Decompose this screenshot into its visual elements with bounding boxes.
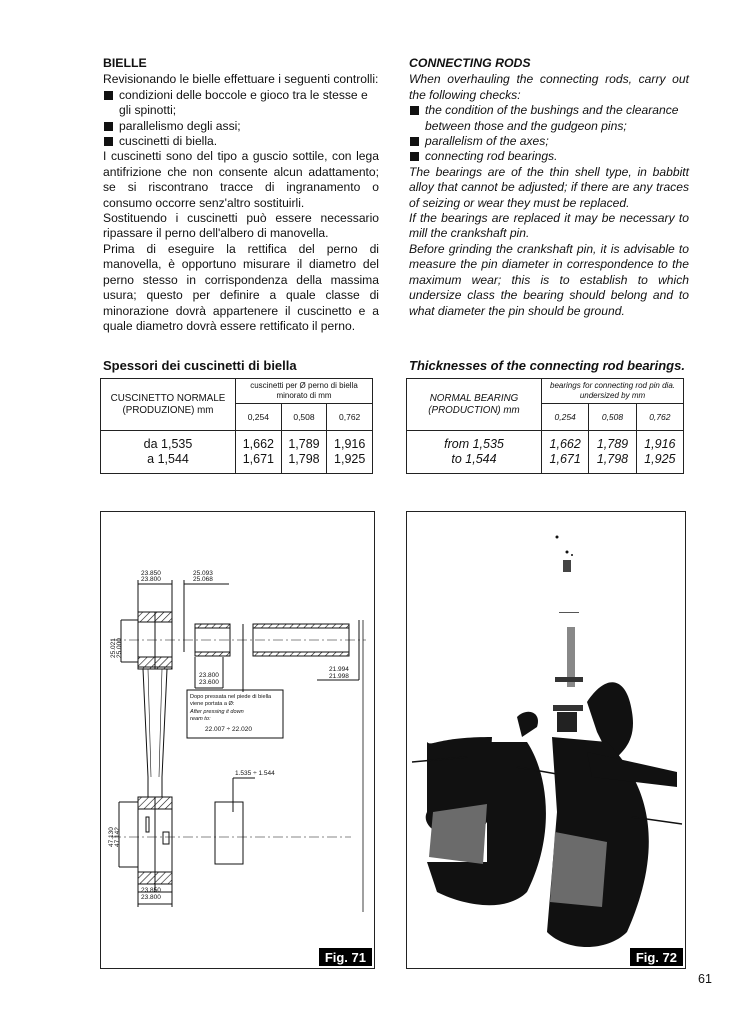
connecting-rod-drawing bbox=[101, 512, 374, 968]
bullet-square-icon bbox=[410, 152, 419, 161]
dim-bush-length-max: 23.800 bbox=[199, 672, 219, 679]
english-paragraph: The bearings are of the thin shell type, in babbitt alloy that cannot be adjusted; if there are any traces of seizing or wear they must be replaced. bbox=[409, 164, 689, 210]
figure-72-label: Fig. 72 bbox=[630, 948, 683, 966]
bullet-square-icon bbox=[410, 106, 419, 115]
italian-paragraph: I cuscinetti sono del tipo a guscio sottile, con lega antifrizione che non consente alcun adattamento; se si riscontrano tracce di ingranamento o consumo occorre senz'altro sostituirli. bbox=[103, 149, 379, 210]
dim-small-end-width-min: 23.800 bbox=[141, 576, 161, 583]
undersize-class: 0,254 bbox=[542, 404, 589, 431]
thickness-cell: 1,789 1,798 bbox=[589, 431, 636, 474]
english-bullet: the condition of the bushings and the clearance between those and the gudgeon pins; bbox=[409, 103, 689, 134]
dim-small-end-bore-min: 25.000 bbox=[116, 638, 123, 658]
figure-71-drawing bbox=[100, 511, 375, 969]
thickness-cell: 1,916 1,925 bbox=[327, 431, 373, 474]
italian-column bbox=[103, 56, 379, 334]
italian-paragraph: Sostituendo i cuscinetti può essere necessario ripassare il perno dell'albero di manovella. bbox=[103, 211, 379, 241]
thickness-cell: 1,789 1,798 bbox=[281, 431, 327, 474]
note-en-line1: After pressing it down bbox=[190, 709, 244, 715]
dim-bush-outer-max: 25.093 bbox=[193, 570, 213, 577]
italian-heading: BIELLE bbox=[103, 56, 147, 70]
dim-big-end-bore-2: 47.142 bbox=[114, 827, 121, 847]
note-en-line2: ream to: bbox=[190, 716, 211, 722]
english-bullet: connecting rod bearings. bbox=[409, 149, 689, 164]
undersize-class: 0,762 bbox=[636, 404, 683, 431]
english-intro: When overhauling the connecting rods, carry out the following checks: bbox=[409, 72, 689, 102]
bullet-square-icon bbox=[104, 122, 113, 131]
english-paragraph: Before grinding the crankshaft pin, it is advisable to measure the pin diameter in correspondence to the maximum wear; this is to establish to which undersize class the bearing should belong and to what diameter the pin should be ground. bbox=[409, 241, 689, 318]
bullet-square-icon bbox=[104, 91, 113, 100]
normal-range-cell: from 1,535 to 1,544 bbox=[407, 431, 542, 474]
normal-bearing-header: NORMAL BEARING (PRODUCTION) mm bbox=[407, 379, 542, 431]
dim-big-end-width-min: 23.800 bbox=[141, 894, 161, 901]
figure-71-label: Fig. 71 bbox=[319, 948, 372, 966]
undersize-class: 0,508 bbox=[589, 404, 636, 431]
english-column bbox=[409, 56, 689, 319]
bullet-square-icon bbox=[410, 137, 419, 146]
english-heading: CONNECTING RODS bbox=[409, 56, 531, 70]
italian-bullet: parallelismo degli assi; bbox=[103, 119, 379, 134]
undersize-class: 0,508 bbox=[281, 404, 327, 431]
dim-small-end-width-max: 23.850 bbox=[141, 570, 161, 577]
normal-range-cell: da 1,535 a 1,544 bbox=[101, 431, 236, 474]
italian-intro: Revisionando le bielle effettuare i seguenti controlli: bbox=[103, 72, 379, 87]
undersize-class: 0,254 bbox=[236, 404, 282, 431]
english-bearing-table bbox=[406, 378, 684, 474]
english-paragraph: If the bearings are replaced it may be necessary to mill the crankshaft pin. bbox=[409, 211, 689, 241]
english-table-title: Thicknesses of the connecting rod bearings. bbox=[409, 358, 685, 373]
undersize-class: 0,762 bbox=[327, 404, 373, 431]
italian-bearing-table bbox=[100, 378, 373, 474]
dim-bush-length-min: 23.600 bbox=[199, 679, 219, 686]
dim-small-end-bore-max: 25.021 bbox=[110, 638, 117, 658]
figure-72-photo bbox=[406, 511, 686, 969]
bore-gauge-photo bbox=[407, 512, 685, 968]
dim-pin-dia-2: 21.998 bbox=[329, 673, 349, 680]
note-it-line2: viene portata a Ø: bbox=[190, 701, 235, 707]
thickness-cell: 1,662 1,671 bbox=[542, 431, 589, 474]
dim-big-end-bore-1: 47.130 bbox=[108, 827, 115, 847]
dim-big-end-width-max: 23.850 bbox=[141, 887, 161, 894]
thickness-cell: 1,916 1,925 bbox=[636, 431, 683, 474]
dim-bush-outer-min: 25.068 bbox=[193, 576, 213, 583]
note-value: 22.007 ÷ 22.020 bbox=[205, 726, 252, 733]
italian-bullet: cuscinetti di biella. bbox=[103, 134, 379, 149]
undersize-header: cuscinetti per Ø perno di biella minorato di mm bbox=[236, 379, 373, 404]
italian-table-title: Spessori dei cuscinetti di biella bbox=[103, 358, 297, 373]
dim-shell-thickness: 1.535 ÷ 1.544 bbox=[235, 770, 275, 777]
thickness-cell: 1,662 1,671 bbox=[236, 431, 282, 474]
note-it-line1: Dopo pressata nel piede di biella bbox=[190, 694, 272, 700]
page-number: 61 bbox=[698, 972, 712, 986]
normal-bearing-header: CUSCINETTO NORMALE (PRODUZIONE) mm bbox=[101, 379, 236, 431]
italian-paragraph: Prima di eseguire la rettifica del perno di manovella, è opportuno misurare il diametro del perno stesso in corrispondenza della massima usura; questo per definire a quale classe di minorazione dovrà appartenere il cuscinetto e a quale diametro dovrà essere rettificato il perno. bbox=[103, 241, 379, 333]
italian-bullet: condizioni delle boccole e gioco tra le stesse e gli spinotti; bbox=[103, 88, 379, 119]
bullet-square-icon bbox=[104, 137, 113, 146]
undersize-header: bearings for connecting rod pin dia. undersized by mm bbox=[542, 379, 684, 404]
dim-pin-dia-1: 21.994 bbox=[329, 666, 349, 673]
english-bullet: parallelism of the axes; bbox=[409, 134, 689, 149]
